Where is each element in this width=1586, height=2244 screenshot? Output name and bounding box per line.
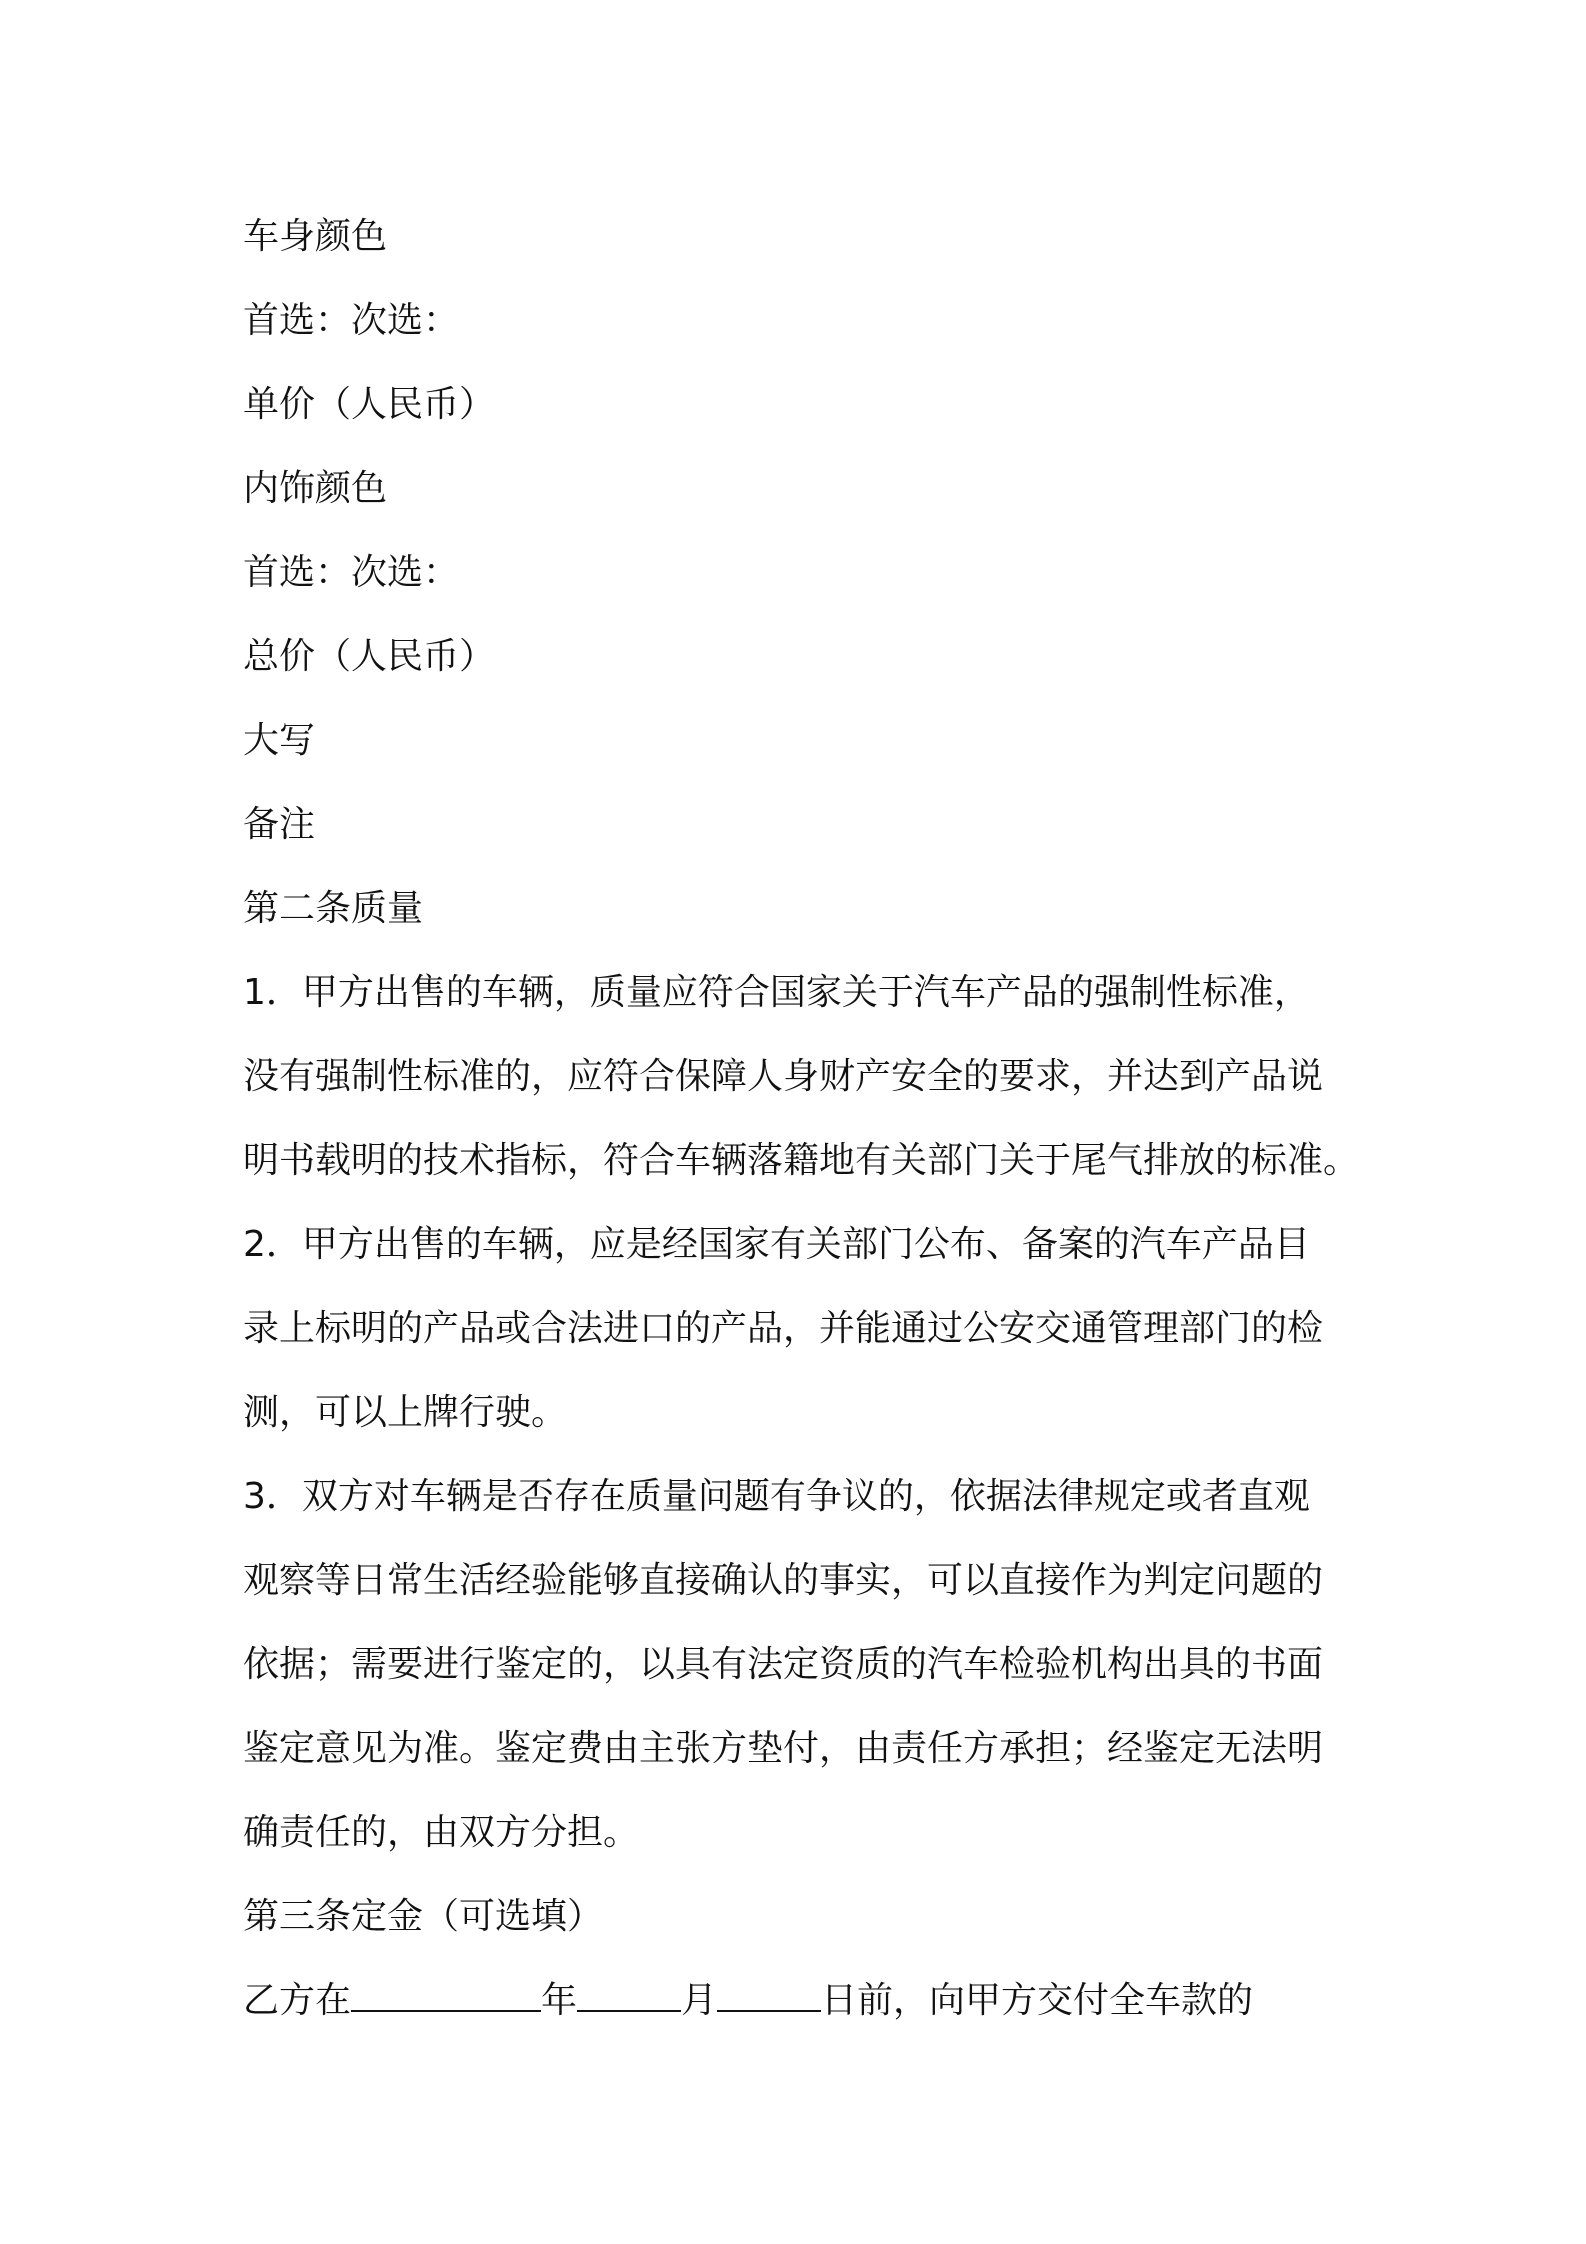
- text-line: 测，可以上牌行驶。: [243, 1392, 568, 1433]
- section-heading: 第三条定金（可选填）: [243, 1896, 604, 1937]
- deposit-suffix: 日前，向甲方交付全车款的: [821, 1980, 1254, 2021]
- text-line: 依据；需要进行鉴定的，以具有法定资质的汽车检验机构出具的书面: [243, 1644, 1324, 1685]
- text-line: 首选：次选：: [243, 300, 460, 341]
- text-line: 单价（人民币）: [243, 384, 496, 425]
- text-line: 3．双方对车辆是否存在质量问题有争议的，依据法律规定或者直观: [243, 1476, 1310, 1517]
- document-body: [243, 195, 1363, 2043]
- text-line: 确责任的，由双方分担。: [243, 1812, 640, 1853]
- section-heading: 第二条质量: [243, 888, 424, 929]
- day-blank: [717, 1980, 821, 2012]
- text-line: 1．甲方出售的车辆，质量应符合国家关于汽车产品的强制性标准，: [243, 972, 1310, 1013]
- text-line: 观察等日常生活经验能够直接确认的事实，可以直接作为判定问题的: [243, 1560, 1324, 1601]
- month-blank: [577, 1980, 681, 2012]
- text-line: 大写: [243, 720, 316, 761]
- text-line: 没有强制性标准的，应符合保障人身财产安全的要求，并达到产品说: [243, 1056, 1324, 1097]
- text-line: 备注: [243, 804, 316, 845]
- month-label: 月: [681, 1980, 718, 2021]
- text-line: 内饰颜色: [243, 468, 388, 509]
- text-line: 总价（人民币）: [243, 636, 496, 677]
- text-line: 车身颜色: [243, 216, 388, 257]
- text-line: 首选：次选：: [243, 552, 460, 593]
- deposit-prefix: 乙方在: [243, 1980, 352, 2021]
- year-label: 年: [541, 1980, 578, 2021]
- year-blank: [351, 1980, 541, 2012]
- deposit-line: [243, 1959, 1363, 2043]
- text-line: 2．甲方出售的车辆，应是经国家有关部门公布、备案的汽车产品目: [243, 1224, 1310, 1265]
- text-line: 鉴定意见为准。鉴定费由主张方垫付，由责任方承担；经鉴定无法明: [243, 1728, 1324, 1769]
- text-line: 明书载明的技术指标，符合车辆落籍地有关部门关于尾气排放的标准。: [243, 1140, 1360, 1181]
- text-line: 录上标明的产品或合法进口的产品，并能通过公安交通管理部门的检: [243, 1308, 1324, 1349]
